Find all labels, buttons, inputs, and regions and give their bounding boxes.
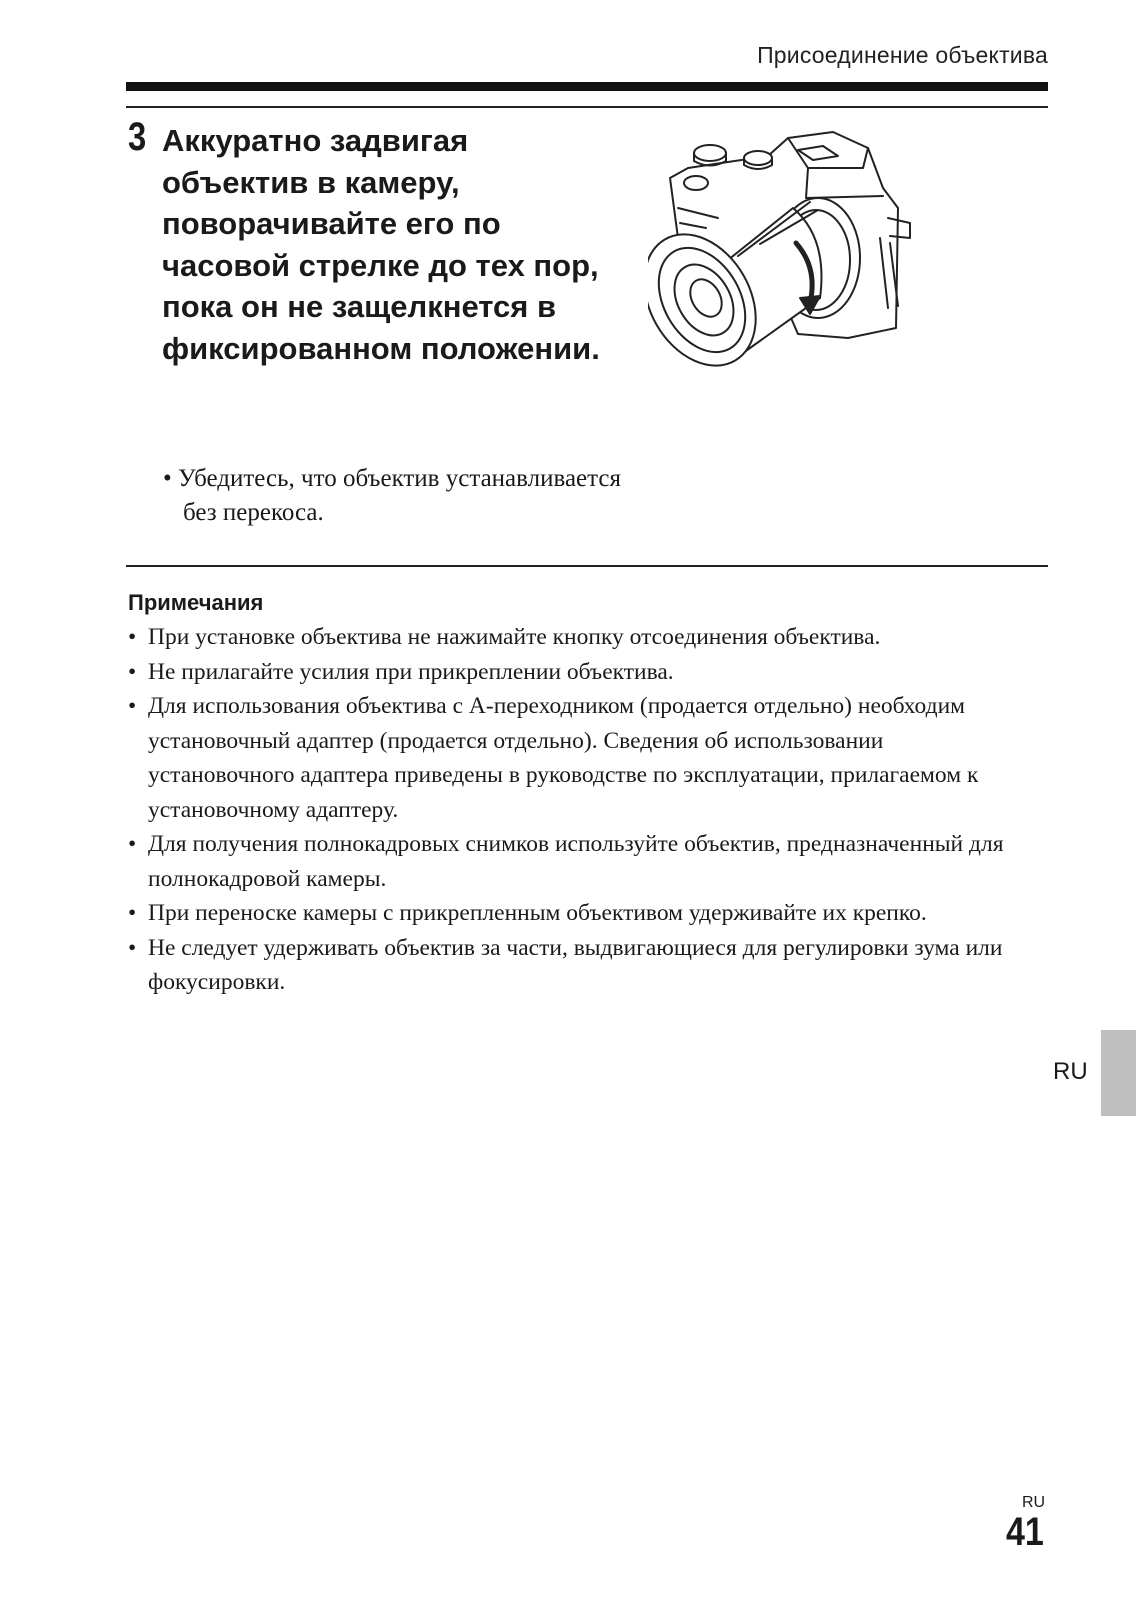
note-item: • Не прилагайте усилия при прикреплении объектива. [128, 655, 1028, 690]
note-item: • Не следует удерживать объектив за части, выдвигающиеся для регулировки зума или фокусировки. [128, 931, 1028, 1000]
section-divider [126, 565, 1048, 567]
step-bullet: • Убедитесь, что объектив устанавливается без перекоса. [163, 465, 621, 526]
header-rule-thick [126, 82, 1048, 91]
step-heading: Аккуратно задвигая объектив в камеру, поворачивайте его по часовой стрелке до тех пор, пока он не защелкнется в фиксированном положении. [162, 123, 600, 366]
notes-list [128, 620, 1028, 1000]
language-tab-marker [1101, 1030, 1136, 1116]
language-label: RU [1053, 1058, 1088, 1085]
note-item: • Для использования объектива с A-переходником (продается отдельно) необходим установочный адаптер (продается отдельно). Сведения об использовании установочного адаптера приведены в руководстве по эксплуатации, прилагаемом к установочному адаптеру. [128, 689, 1028, 827]
header-rule-thin [126, 106, 1048, 108]
notes-title: Примечания [128, 590, 264, 615]
page-language: RU [1022, 1494, 1046, 1511]
note-item: • При установке объектива не нажимайте кнопку отсоединения объектива. [128, 620, 1028, 655]
note-item: • При переноске камеры с прикрепленным объективом удерживайте их крепко. [128, 896, 1028, 931]
step-number: 3 [128, 115, 147, 159]
camera-lens-mounting-icon [648, 128, 928, 388]
note-item: • Для получения полнокадровых снимков используйте объектив, предназначенный для полнокадровой камеры. [128, 827, 1028, 896]
page-number: 41 [1006, 1510, 1044, 1554]
page-section-title: Присоединение объектива [757, 42, 1048, 68]
